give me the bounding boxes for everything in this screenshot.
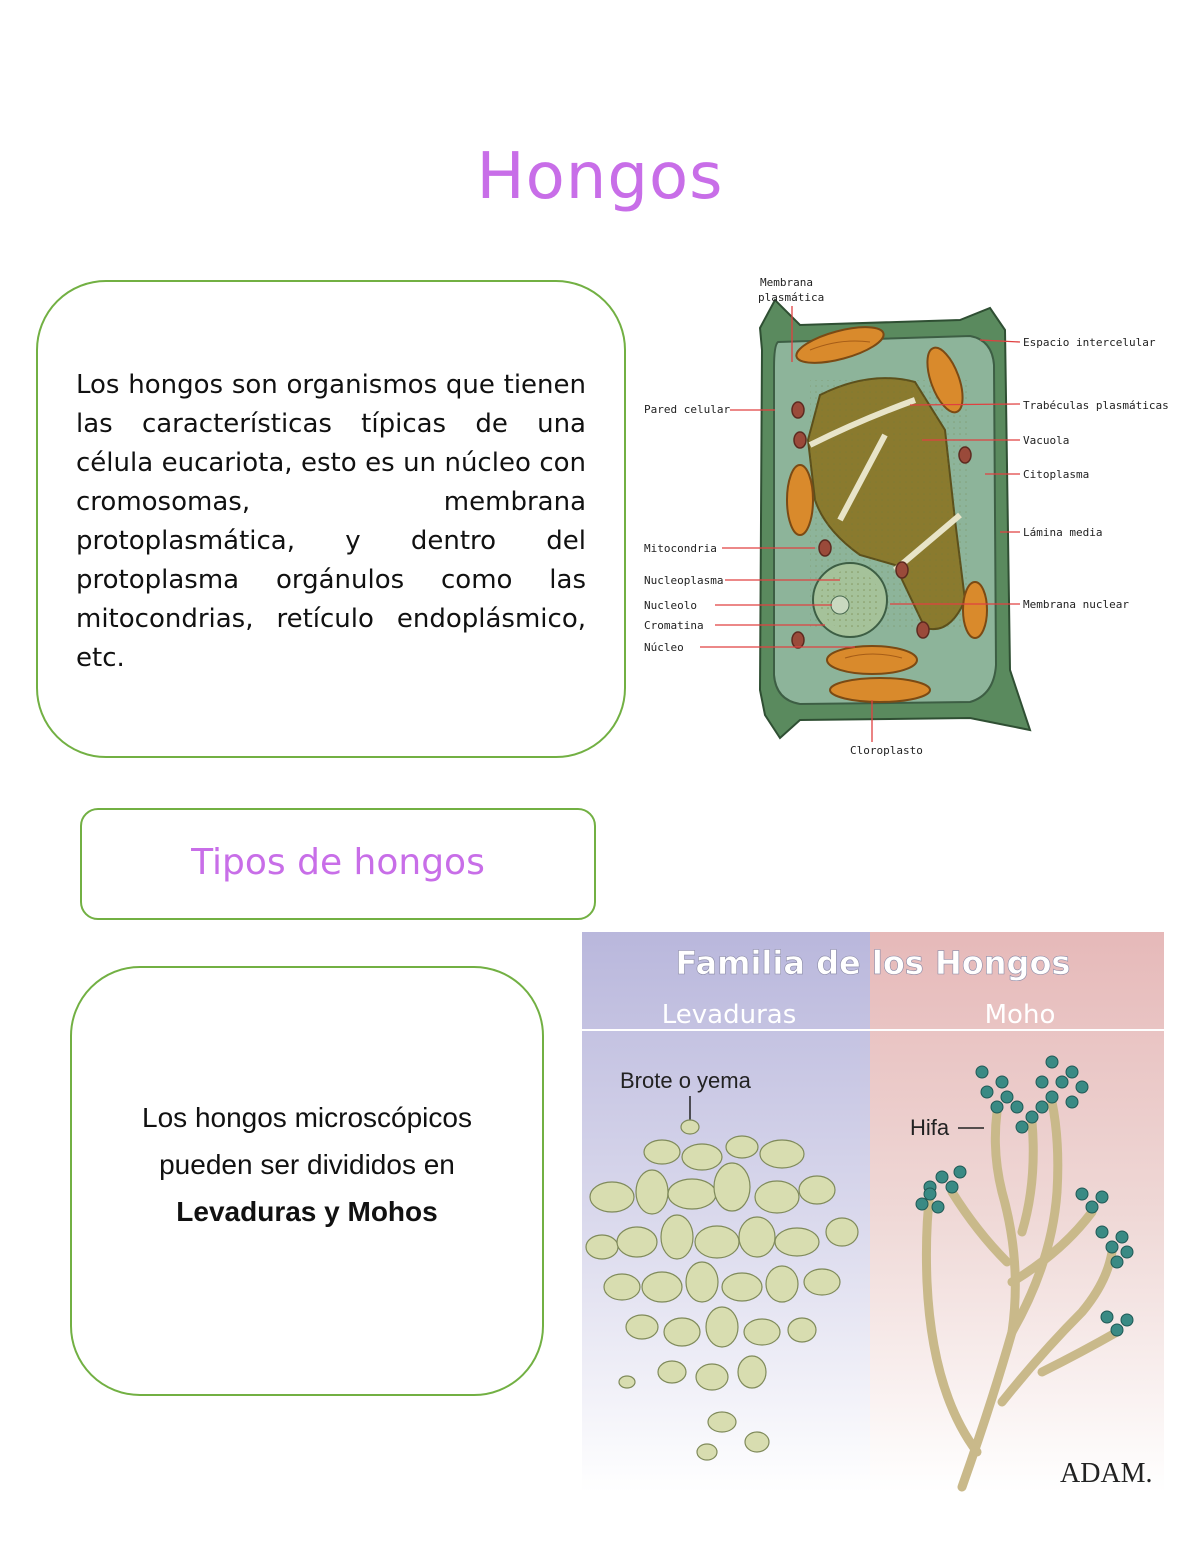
label-mitocondria: Mitocondria (644, 542, 717, 555)
label-nucleolo: Nucleolo (644, 599, 697, 612)
label-brote: Brote o yema (620, 1068, 751, 1093)
label-membrana-2: plasmática (758, 291, 825, 304)
types-box (70, 966, 544, 1396)
label-espacio: Espacio intercelular (1023, 336, 1156, 349)
label-lamina: Lámina media (1023, 526, 1103, 539)
types-line-2: pueden ser divididos en (159, 1149, 455, 1180)
types-heading: Tipos de hongos (191, 842, 485, 883)
page-title: Hongos (476, 140, 724, 214)
col-moho: Moho (984, 1000, 1056, 1030)
label-nucleoplasma: Nucleoplasma (644, 574, 724, 587)
adam-logo: ADAM. (1060, 1458, 1153, 1489)
label-pared: Pared celular (644, 403, 731, 416)
intro-box (36, 280, 626, 758)
intro-text: Los hongos son organismos que tienen las características típicas de una célula eucariota, esto es un núcleo con cromosomas, membrana protoplasmática, y dentro del protoplasma orgánulos como las mitocondrias, retículo endoplásmico, etc. (76, 370, 586, 673)
label-nucleo: Núcleo (644, 641, 684, 654)
label-membrana-nuclear: Membrana nuclear (1023, 598, 1129, 611)
fungi-title: Familia de los Hongos (675, 944, 1071, 982)
label-membrana-1: Membrana (760, 276, 813, 289)
fungi-illustration (582, 932, 1164, 1492)
types-heading-box (80, 808, 596, 920)
label-citoplasma: Citoplasma (1023, 468, 1090, 481)
label-vacuola: Vacuola (1023, 434, 1070, 447)
label-cloroplasto: Cloroplasto (850, 744, 923, 757)
cell-diagram (640, 270, 1170, 765)
col-levaduras: Levaduras (661, 1000, 797, 1030)
types-bold: Levaduras y Mohos (176, 1196, 438, 1227)
label-cromatina: Cromatina (644, 619, 704, 632)
types-text (92, 1094, 522, 1235)
label-trabeculas: Trabéculas plasmáticas (1023, 399, 1169, 412)
types-line-1: Los hongos microscópicos (142, 1102, 472, 1133)
label-hifa: Hifa (910, 1115, 950, 1140)
